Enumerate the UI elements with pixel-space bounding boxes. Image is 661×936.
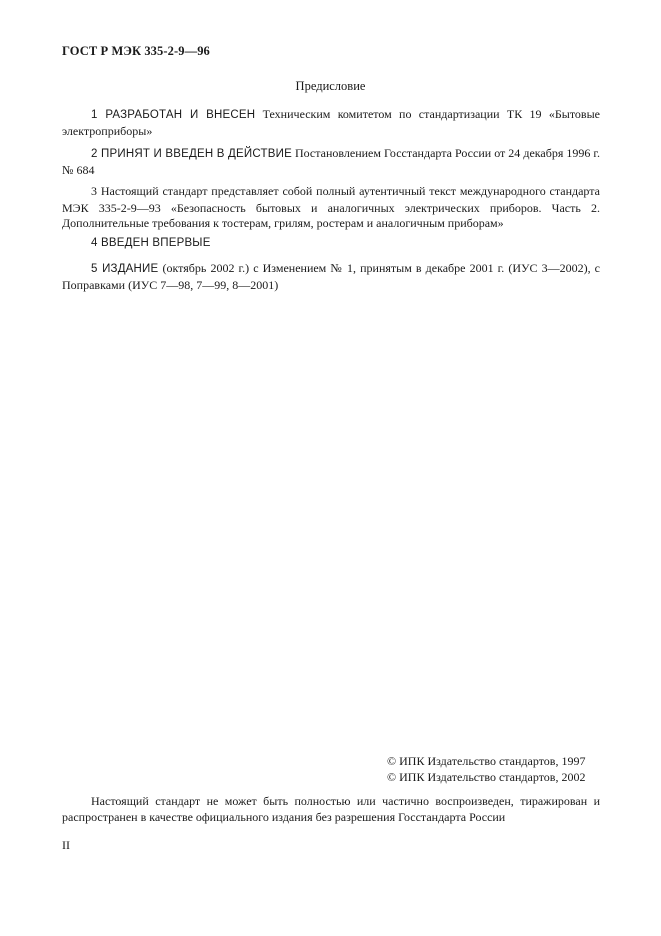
paragraph-lead: 5 ИЗДАНИЕ (91, 263, 159, 275)
foreword-paragraph-4 (62, 235, 600, 252)
paragraph-text: Техническим комитетом по стандартизации ТК 19 «Бытовые электроприборы» (62, 107, 600, 138)
paragraph-lead: 2 ПРИНЯТ И ВВЕДЕН В ДЕЙСТВИЕ (91, 148, 292, 160)
copyright-line-2002: © ИПК Издательство стандартов, 2002 (387, 770, 586, 784)
document-code: ГОСТ Р МЭК 335-2-9—96 (62, 44, 210, 58)
paragraph-lead: 1 РАЗРАБОТАН И ВНЕСЕН (91, 109, 256, 121)
section-title: Предисловие (295, 79, 366, 93)
foreword-paragraph-1 (62, 107, 600, 139)
copyright-line-1997: © ИПК Издательство стандартов, 1997 (387, 754, 586, 768)
page-number: II (62, 838, 70, 852)
foreword-paragraph-2 (62, 146, 600, 178)
paragraph-text: (октябрь 2002 г.) с Изменением № 1, принятым в декабре 2001 г. (ИУС 3—2002), с Поправками (ИУС 7—98, 7—99, 8—2001) (62, 261, 600, 292)
foreword-paragraph-5 (62, 261, 600, 293)
paragraph-text: 3 Настоящий стандарт представляет собой полный аутентичный текст международного стандарта МЭК 335-2-9—93 «Безопасность бытовых и аналогичных электрических приборов. Часть 2. Дополнительные требования к тостерам, грилям, ростерам и аналогичным приборам» (62, 184, 600, 230)
foreword-paragraph-3 (62, 184, 600, 232)
reproduction-notice: Настоящий стандарт не может быть полностью или частично воспроизведен, тиражирован и распространен в качестве официального издания без разрешения Госстандарта России (62, 794, 600, 824)
paragraph-lead: 4 ВВЕДЕН ВПЕРВЫЕ (91, 237, 211, 249)
paragraph-text: Постановлением Госстандарта России от 24 декабря 1996 г. № 684 (62, 146, 600, 177)
